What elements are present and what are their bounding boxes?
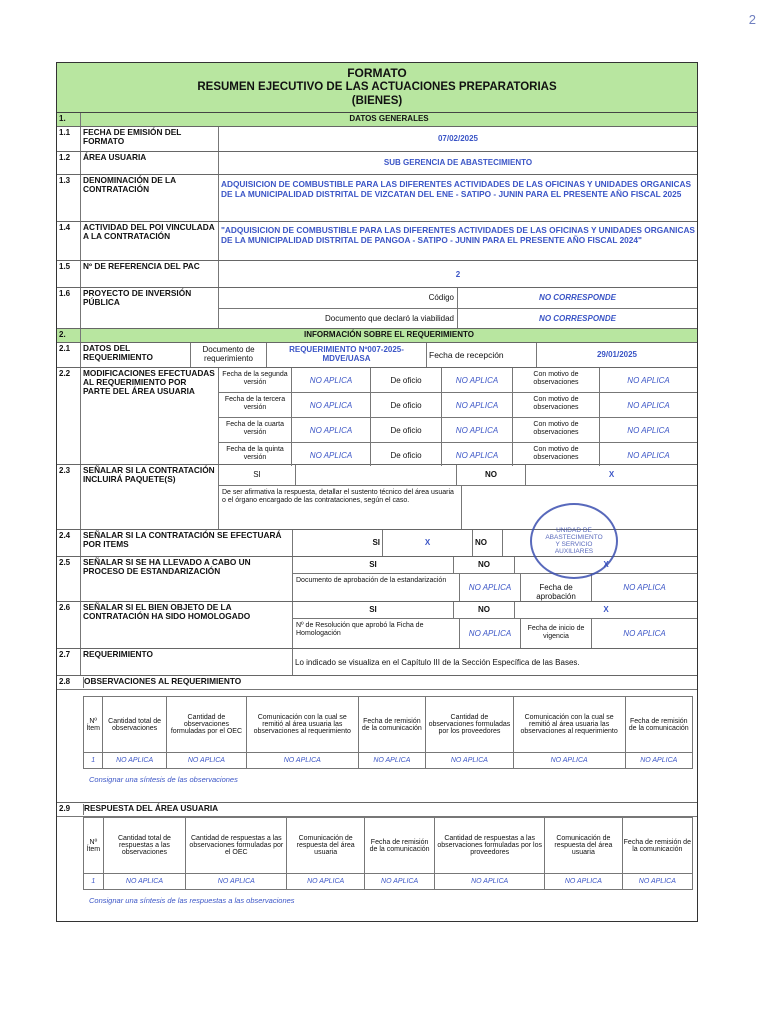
row-1-5: [57, 261, 697, 288]
version-label: Fecha de la segunda versión: [219, 368, 292, 392]
row-number: 2.4: [57, 530, 81, 556]
form-subtitle-2: (BIENES): [351, 95, 403, 107]
row-number: 2.8: [59, 677, 84, 688]
table-cell: NO APLICA: [426, 753, 514, 769]
approval-date-label: Fecha de aprobación: [521, 574, 592, 601]
col-header: Cantidad de respuestas a las observaciones formuladas por los proveedores: [435, 818, 545, 874]
row-2-6: [57, 602, 697, 649]
responses-table: [83, 817, 693, 890]
pac-reference: 2: [455, 270, 461, 279]
official-stamp: [530, 503, 618, 579]
observations-table: [83, 696, 693, 769]
version-value: NO APLICA: [292, 393, 371, 417]
row-label: SEÑALAR SI LA CONTRATACIÓN INCLUIRÁ PAQUETE(S): [81, 465, 219, 529]
stamp-line: UNIDAD DE: [556, 527, 592, 534]
row-label: RESPUESTA DEL ÁREA USUARIA: [84, 803, 219, 813]
row-number: 2.2: [57, 368, 81, 464]
page-mark: 2: [748, 12, 756, 27]
row-label: SEÑALAR SI EL BIEN OBJETO DE LA CONTRATACIÓN HA SIDO HOMOLOGADO: [81, 602, 293, 648]
reception-date-value: 29/01/2025: [596, 350, 638, 359]
oficio-value: NO APLICA: [442, 443, 513, 466]
table-cell: NO APLICA: [364, 874, 434, 890]
row-label: PROYECTO DE INVERSIÓN PÚBLICA: [81, 288, 219, 328]
row-2-2: [57, 368, 697, 465]
row-number: 1.4: [57, 222, 81, 260]
form-subtitle: RESUMEN EJECUTIVO DE LAS ACTUACIONES PREPARATORIAS: [197, 81, 557, 93]
package-note: De ser afirmativa la respuesta, detallar el sustento técnico del área usuaria o el órgano encargado de las contrataciones, según el caso.: [219, 486, 462, 529]
oficio-label: De oficio: [371, 368, 442, 392]
document-form: [56, 62, 698, 922]
table-cell: NO APLICA: [103, 753, 167, 769]
contract-denomination: ADQUISICION DE COMBUSTIBLE PARA LAS DIFERENTES ACTIVIDADES DE LAS OFICINAS Y UNIDADES ORGANICAS DE LA MUNICIPALIDAD DISTRITAL DE VIZCATAN DEL ENE - SATIPO - JUNIN PARA EL PRESENTE AÑO FISCAL 2025: [221, 179, 692, 199]
observations-label: Con motivo de observaciones: [513, 393, 600, 417]
table-cell: NO APLICA: [545, 874, 623, 890]
modification-row: [219, 368, 697, 393]
row-number: 2.5: [57, 557, 81, 601]
row-label: MODIFICACIONES EFECTUADAS AL REQUERIMIENTO POR PARTE DEL ÁREA USUARIA: [81, 368, 219, 464]
modification-row: [219, 393, 697, 418]
modification-row: [219, 443, 697, 466]
row-label: OBSERVACIONES AL REQUERIMIENTO: [84, 676, 242, 686]
row-2-8: [57, 676, 697, 803]
row-1-1: [57, 127, 697, 152]
col-header: Fecha de remisión de la comunicación: [358, 697, 425, 753]
responses-note: Consignar una síntesis de las respuestas a las observaciones: [89, 896, 295, 905]
yes-label: SI: [293, 530, 383, 556]
observations-value: NO APLICA: [627, 401, 670, 410]
version-label: Fecha de la cuarta versión: [219, 418, 292, 442]
user-area: SUB GERENCIA DE ABASTECIMIENTO: [383, 158, 533, 167]
section-1-header: [57, 113, 697, 127]
observations-value: NO APLICA: [627, 426, 670, 435]
viability-doc-label: Documento que declaró la viabilidad: [219, 309, 458, 328]
row-label: FECHA DE EMISIÓN DEL FORMATO: [81, 127, 219, 151]
validity-date-value: NO APLICA: [623, 629, 666, 638]
col-header: Cantidad de observaciones formuladas por los proveedores: [426, 697, 514, 753]
oficio-label: De oficio: [371, 418, 442, 442]
validity-date-label: Fecha de inicio de vigencia: [521, 619, 592, 648]
yes-label: SI: [219, 465, 296, 485]
version-label: Fecha de la tercera versión: [219, 393, 292, 417]
table-row: [84, 874, 693, 890]
table-cell: NO APLICA: [358, 753, 425, 769]
no-label: NO: [457, 465, 526, 485]
yes-label: SI: [293, 557, 454, 573]
row-number: 2.9: [59, 804, 84, 815]
code-value: NO CORRESPONDE: [539, 293, 616, 302]
row-label: SEÑALAR SI SE HA LLEVADO A CABO UN PROCESO DE ESTANDARIZACIÓN: [81, 557, 293, 601]
row-1-6: [57, 288, 697, 329]
col-header: Fecha de remisión de la comunicación: [625, 697, 693, 753]
row-label: ACTIVIDAD DEL POI VINCULADA A LA CONTRATACIÓN: [81, 222, 219, 260]
col-header: Fecha de remisión de la comunicación: [364, 818, 434, 874]
col-header: Fecha de remisión de la comunicación: [622, 818, 692, 874]
row-2-9: [57, 803, 697, 921]
row-1-4: [57, 222, 697, 261]
approval-date-value: NO APLICA: [623, 583, 666, 592]
row-label: DENOMINACIÓN DE LA CONTRATACIÓN: [81, 175, 219, 221]
observations-label: Con motivo de observaciones: [513, 418, 600, 442]
row-number: 1.5: [57, 261, 81, 287]
standardization-doc-value: NO APLICA: [460, 574, 521, 601]
col-header: Nº Ítem: [84, 818, 104, 874]
row-label: ÁREA USUARIA: [81, 152, 219, 174]
oficio-label: De oficio: [371, 443, 442, 466]
oficio-value: NO APLICA: [442, 393, 513, 417]
row-label: REQUERIMIENTO: [81, 649, 293, 675]
row-number: 2.7: [57, 649, 81, 675]
row-1-2: [57, 152, 697, 175]
row-label: SEÑALAR SI LA CONTRATACIÓN SE EFECTUARÁ POR ITEMS: [81, 530, 293, 556]
no-mark: X: [603, 560, 609, 569]
row-2-7: [57, 649, 697, 676]
row-number: 2.3: [57, 465, 81, 529]
requirement-doc-label: Documento de requerimiento: [191, 343, 267, 367]
table-cell: NO APLICA: [287, 874, 365, 890]
no-label: NO: [454, 602, 515, 618]
section-title: DATOS GENERALES: [349, 114, 429, 123]
version-label: Fecha de la quinta versión: [219, 443, 292, 466]
col-header: Nº Ítem: [84, 697, 103, 753]
yes-mark: X: [383, 530, 473, 556]
table-cell: 1: [84, 753, 103, 769]
row-label: Nº DE REFERENCIA DEL PAC: [81, 261, 219, 287]
observations-note: Consignar una síntesis de las observaciones: [89, 775, 238, 784]
homologation-doc-value: NO APLICA: [460, 619, 521, 648]
version-value: NO APLICA: [292, 368, 371, 392]
standardization-doc-label: Documento de aprobación de la estandarización: [293, 574, 460, 601]
modifications-grid: [219, 368, 697, 464]
section-2-header: [57, 329, 697, 343]
row-number: 1.1: [57, 127, 81, 151]
poi-activity: "ADQUISICION DE COMBUSTIBLE PARA LAS DIFERENTES ACTIVIDADES DE LAS OFICINAS Y UNIDADES ORGANICAS DE LA MUNICIPALIDAD DISTRITAL DE PANGOA - SATIPO - JUNIN PARA EL PRESENTE AÑO FISCAL 2024": [221, 225, 695, 245]
table-cell: NO APLICA: [186, 874, 287, 890]
homologation-doc-label: Nº de Resolución que aprobó la Ficha de Homologación: [293, 619, 460, 648]
col-header: Comunicación de respuesta del área usuaria: [287, 818, 365, 874]
table-cell: 1: [84, 874, 104, 890]
section-number: 1.: [57, 113, 81, 126]
observations-value: NO APLICA: [627, 376, 670, 385]
requirement-doc-value: REQUERIMIENTO Nº007-2025-MDVE/UASA: [267, 343, 427, 367]
col-header: Comunicación con la cual se remitió al área usuaria las observaciones al requerimiento: [513, 697, 625, 753]
row-1-3: [57, 175, 697, 222]
row-label: DATOS DEL REQUERIMIENTO: [81, 343, 191, 367]
section-number: 2.: [57, 329, 81, 342]
table-cell: NO APLICA: [103, 874, 186, 890]
no-mark: X: [608, 470, 615, 479]
table-cell: NO APLICA: [435, 874, 545, 890]
section-title: INFORMACIÓN SOBRE EL REQUERIMIENTO: [304, 330, 474, 339]
row-number: 2.6: [57, 602, 81, 648]
reception-date-label: Fecha de recepción: [427, 343, 537, 367]
stamp-line: Y SERVICIO: [555, 541, 593, 548]
col-header: Comunicación con la cual se remitió al área usuaria las observaciones al requerimiento: [246, 697, 358, 753]
no-mark: X: [603, 605, 609, 614]
row-number: 1.6: [57, 288, 81, 328]
stamp-line: AUXILIARES: [554, 548, 594, 555]
oficio-value: NO APLICA: [442, 368, 513, 392]
viability-doc-value: NO CORRESPONDE: [539, 314, 616, 323]
observations-value: NO APLICA: [627, 451, 670, 460]
table-cell: NO APLICA: [622, 874, 692, 890]
oficio-label: De oficio: [371, 393, 442, 417]
version-value: NO APLICA: [292, 443, 371, 466]
row-number: 1.3: [57, 175, 81, 221]
col-header: Cantidad de observaciones formuladas por el OEC: [166, 697, 246, 753]
form-title: FORMATO: [347, 66, 407, 80]
no-label: NO: [473, 530, 503, 556]
emission-date: 07/02/2025: [437, 134, 479, 143]
stamp-line: ABASTECIMIENTO: [545, 534, 603, 541]
requirement-reference: Lo indicado se visualiza en el Capítulo III de la Sección Específica de las Bases.: [295, 658, 580, 667]
row-2-1: [57, 343, 697, 368]
form-header: [57, 63, 697, 113]
version-value: NO APLICA: [292, 418, 371, 442]
code-label: Código: [219, 288, 458, 308]
table-cell: NO APLICA: [625, 753, 693, 769]
table-cell: NO APLICA: [166, 753, 246, 769]
col-header: Cantidad total de observaciones: [103, 697, 167, 753]
no-label: NO: [454, 557, 515, 573]
yes-mark: [296, 465, 457, 485]
modification-row: [219, 418, 697, 443]
oficio-value: NO APLICA: [442, 418, 513, 442]
row-number: 1.2: [57, 152, 81, 174]
observations-label: Con motivo de observaciones: [513, 368, 600, 392]
col-header: Cantidad total de respuestas a las observaciones: [103, 818, 186, 874]
row-number: 2.1: [57, 343, 81, 367]
observations-label: Con motivo de observaciones: [513, 443, 600, 466]
table-row: [84, 753, 693, 769]
table-cell: NO APLICA: [246, 753, 358, 769]
table-cell: NO APLICA: [513, 753, 625, 769]
col-header: Comunicación de respuesta del área usuaria: [545, 818, 623, 874]
col-header: Cantidad de respuestas a las observaciones formuladas por el OEC: [186, 818, 287, 874]
yes-label: SI: [293, 602, 454, 618]
